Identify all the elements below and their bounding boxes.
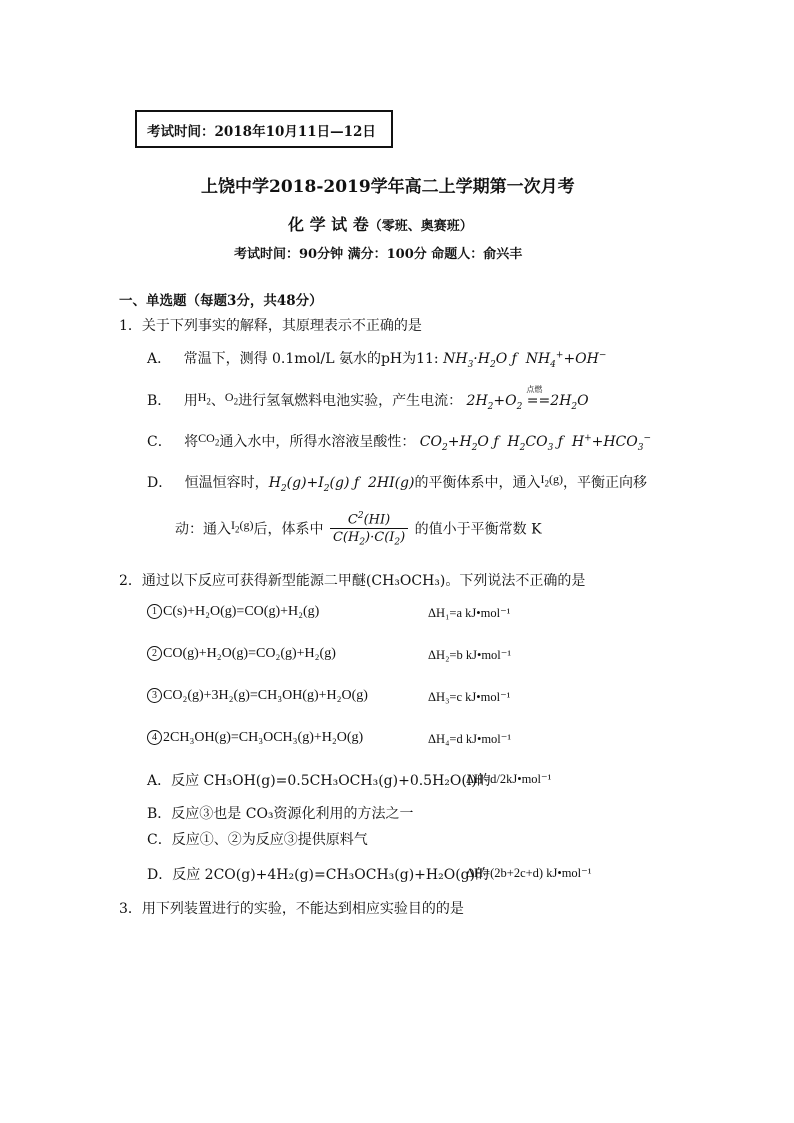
question-2-option-a-enthalpy: ΔH=d/2kJ•mol⁻¹ — [466, 772, 552, 786]
option-text: 后，体系中 — [253, 521, 324, 538]
option-text: 通入水中，所得水溶液呈酸性： — [219, 434, 416, 450]
reaction-3 — [147, 688, 368, 704]
question-2-option-b: B．反应③也是 CO₃资源化利用的方法之一 — [147, 806, 414, 822]
paper-subtitle — [288, 212, 473, 235]
formula-o2: $O_2$ — [224, 390, 239, 407]
question-2-option-a: A．反应 CH₃OH(g)=0.5CH₃OCH₃(g)+0.5H₂O(l)的 — [147, 773, 491, 789]
option-label: C． — [147, 434, 172, 450]
question-2-option-d: D．反应 2CO(g)+4H₂(g)=CH₃OCH₃(g)+H₂O(g)的 — [147, 867, 490, 883]
question-1-option-b — [147, 385, 589, 412]
question-3-stem: 3．用下列装置进行的实验，不能达到相应实验目的的是 — [119, 901, 464, 917]
exam-time-text: 考试时间：2018年10月11日—12日 — [147, 124, 376, 140]
option-label: D． — [147, 475, 173, 491]
reaction-1-enthalpy: ΔH₁=a kJ•mol⁻¹ — [428, 606, 511, 620]
reaction-equation: C(s)+H₂O(g)=CO(g)+H₂(g) — [163, 604, 320, 619]
question-2-stem: 2．通过以下反应可获得新型能源二甲醚(CH₃OCH₃)。下列说法不正确的是 — [119, 573, 586, 589]
subtitle-main: 化 学 试 卷 — [288, 215, 369, 234]
option-text: 进行氢氧燃料电池实验，产生电流： — [238, 393, 463, 409]
condition-label: 点燃 — [526, 385, 543, 394]
equation: $CO_2+H_2O$ ƒ $H_2CO_3$ ƒ $H^++HCO_3^-$ — [419, 433, 652, 453]
reaction-4 — [147, 730, 363, 746]
reaction-equation: CO₂(g)+3H₂(g)=CH₃OH(g)+H₂O(g) — [163, 688, 368, 703]
equation: $NH_3\cdot H_2O$ ƒ $NH_4^++OH^-$ — [443, 350, 607, 370]
reaction-1 — [147, 604, 319, 620]
option-text: ，平衡正向移 — [562, 475, 647, 491]
reaction-equation: 2CH₃OH(g)=CH₃OCH₃(g)+H₂O(g) — [163, 730, 364, 745]
circled-number-4: 4 — [147, 730, 162, 745]
option-text: 的平衡体系中，通入 — [414, 475, 541, 491]
subtitle-note: （零班、奥赛班） — [368, 219, 473, 234]
option-text: 的值小于平衡常数 K — [414, 521, 542, 538]
option-text: 恒温恒容时， — [184, 475, 269, 491]
circled-number-3: 3 — [147, 688, 162, 703]
option-text: 将 — [184, 434, 199, 450]
option-text: 常温下，测得 0.1mol/L 氨水的pH为11: — [183, 351, 439, 367]
formula-i2g: $I_2(g)$ — [540, 472, 563, 489]
reaction-3-enthalpy: ΔH₃=c kJ•mol⁻¹ — [428, 690, 511, 704]
reaction-2 — [147, 646, 336, 662]
option-text: 、 — [210, 393, 225, 409]
question-1-option-c — [147, 431, 651, 453]
formula-co2: $CO_2$ — [198, 431, 220, 448]
option-label: B． — [147, 393, 172, 409]
section-heading: 一、单选题（每题3分，共48分） — [119, 293, 323, 309]
question-2-option-d-enthalpy: ΔH=(2b+2c+d) kJ•mol⁻¹ — [466, 866, 592, 880]
formula-h2: $H_2$ — [197, 390, 211, 407]
formula-i2g: $I_2(g)$ — [231, 518, 254, 535]
reaction-4-enthalpy: ΔH₄=d kJ•mol⁻¹ — [428, 732, 512, 746]
paper-title: 上饶中学2018-2019学年高二上学期第一次月考 — [201, 177, 575, 197]
reaction-equation: CO(g)+H₂O(g)=CO₂(g)+H₂(g) — [163, 646, 336, 661]
question-1-stem: 1．关于下列事实的解释，其原理表示不正确的是 — [119, 318, 422, 334]
option-text: 动：通入 — [175, 521, 231, 538]
equation: $H_2(g)+I_2(g)$ ƒ 2HI(g) — [268, 475, 415, 494]
circled-number-2: 2 — [147, 646, 162, 661]
reaction-2-enthalpy: ΔH₂=b kJ•mol⁻¹ — [428, 648, 512, 662]
equilibrium-fraction: $\frac{C^2(HI)}{C(H_2)\cdot C(I_2)}$ — [330, 511, 408, 548]
option-label: A． — [147, 351, 172, 367]
question-2-option-c: C．反应①、②为反应③提供原料气 — [147, 832, 368, 848]
question-1-option-a — [147, 348, 606, 370]
circled-number-1: 1 — [147, 604, 162, 619]
exam-time-box — [135, 110, 393, 148]
question-1-option-d — [147, 472, 647, 494]
question-1-option-d-cont — [175, 511, 542, 548]
equation: $2H_2+O_2$ == 点燃 $2H_2O$ — [466, 385, 589, 412]
option-text: 用 — [183, 393, 198, 409]
exam-info: 考试时间：90分钟 满分：100分 命题人：俞兴丰 — [234, 247, 523, 262]
